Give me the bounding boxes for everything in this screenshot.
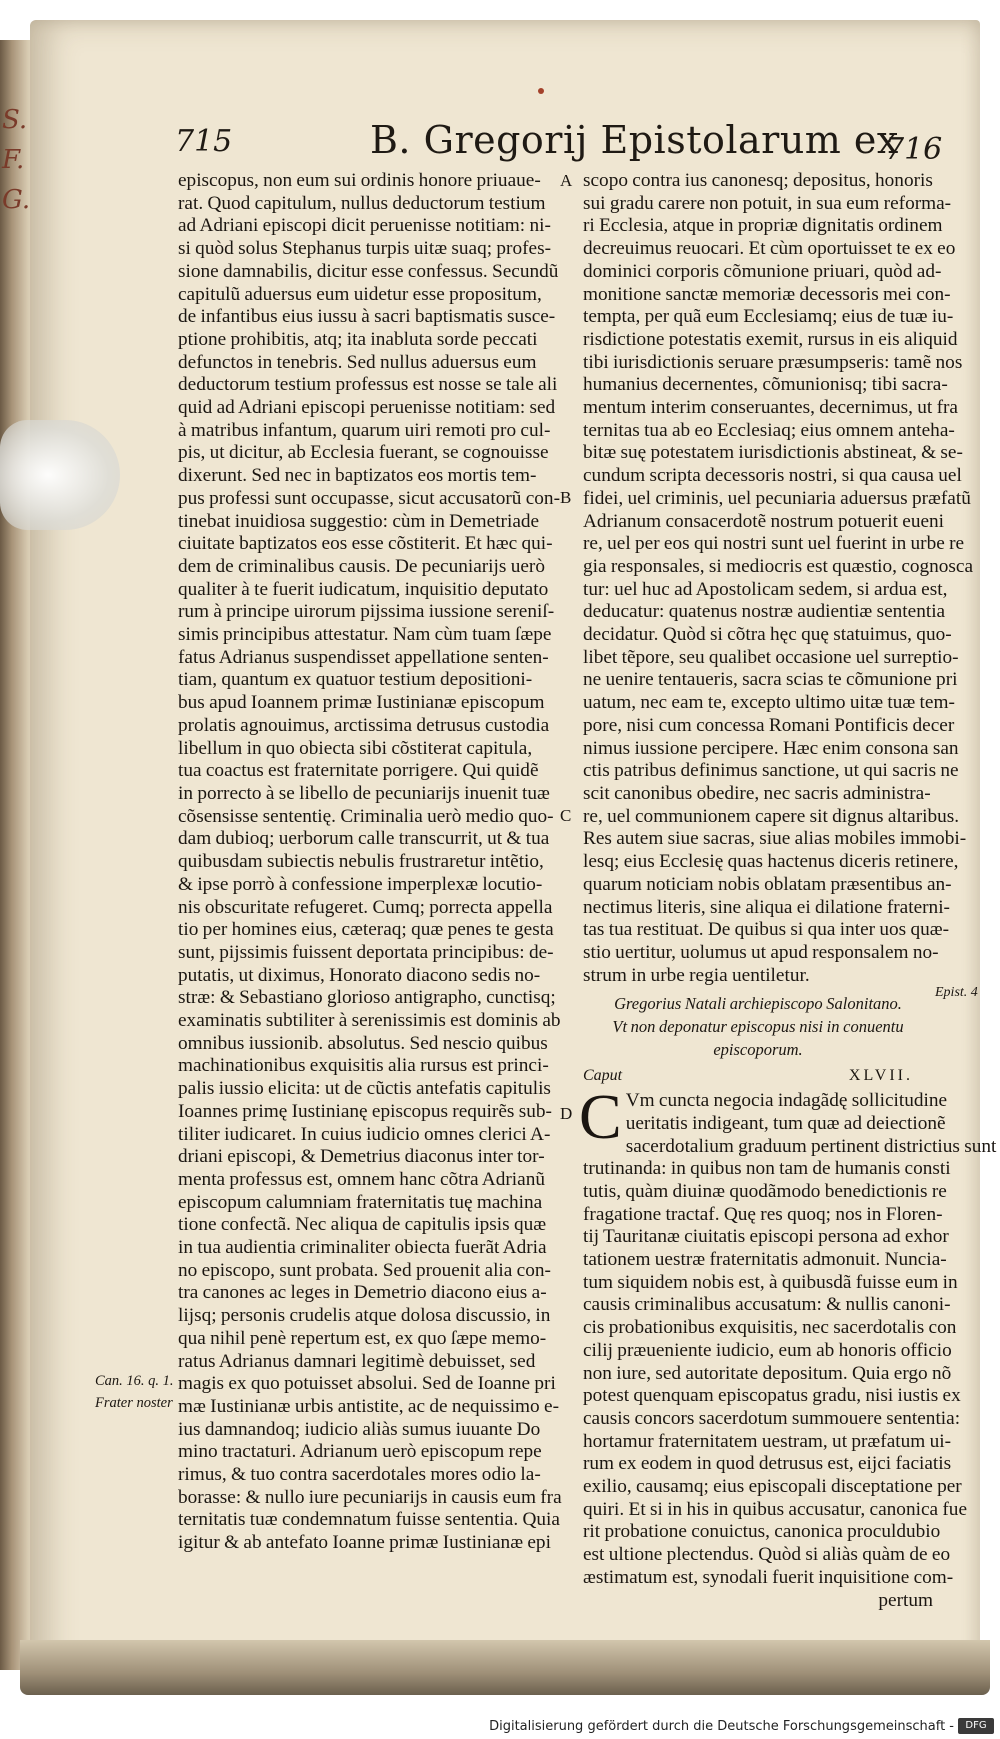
left-column-line: mæ Iustinianæ urbis antistite, ac de nequissimo e-	[178, 1395, 559, 1417]
right-column-line: pore, nisi cum concessa Romani Pontificis decer	[583, 714, 955, 736]
left-column-line: examinatis subtiliter à serenissimis est dominis ab	[178, 1010, 561, 1032]
left-column-line: tio per homines eius, cæteraq; quæ penes te gesta	[178, 919, 554, 941]
caput-text-line: rit probatione conuictus, canonica proculdubio	[583, 1521, 941, 1543]
right-column-line: lesq; eius Ecclesię quas hactenus diceris retinere,	[583, 851, 959, 873]
right-column-line: deducatur: quatenus nostræ audientiæ sententia	[583, 601, 946, 623]
right-column-line: bitæ suę potestatem iurisdictionis abstineat, & se-	[583, 442, 963, 464]
right-column-line: uatum, nec eam te, excepto ultimo uitæ tuæ tem-	[583, 692, 955, 714]
folio-right: 716	[885, 132, 943, 167]
right-column-line: humanius decernentes, cõmunionisq; tibi sacra-	[583, 374, 948, 396]
left-column-line: ratus Adrianus damnari legitimè debuisset, sed	[178, 1350, 536, 1372]
left-column-line: prolatis agnouimus, arctissima detrusus custodia	[178, 714, 550, 736]
caput-number: XLVII.	[848, 1067, 913, 1085]
left-column-line: dem de criminalibus causis. De pecuniarijs uerò	[178, 555, 545, 577]
left-column-line: rimus, & tuo contra sacerdotales mores odio la-	[178, 1464, 541, 1486]
left-column-line: menta professus est, omnem hanc cõtra Adrianũ	[178, 1168, 545, 1190]
marginal-canon-ref: Can. 16. q. 1.	[95, 1373, 174, 1389]
left-column-line: tinebat inuidiosa suggestio: cùm in Demetriade	[178, 510, 540, 532]
right-column-line: decreuimus reuocari. Et cùm oportuisset te ex eo	[583, 238, 956, 260]
section-marker-c: C	[560, 806, 572, 825]
left-column-line: tra canones ac leges in Demetrio diacono eius a-	[178, 1282, 547, 1304]
right-column-line: mentum interim conseruantes, decernimus, ut fra	[583, 397, 958, 419]
left-column-line: stræ: & Sebastiano glorioso antigrapho, cunctisq;	[178, 987, 556, 1009]
left-column-line: tiam, quantum ex quatuor testium depositioni-	[178, 669, 533, 691]
funding-notice: Digitalisierung gefördert durch die Deutsche Forschungsgemeinschaft -	[489, 1719, 954, 1734]
right-column-line: decidatur. Quòd si cõtra hęc quę statuimus, quo-	[583, 624, 952, 646]
caput-text-line: tum siquidem nobis est, à quibusdã fuisse eum in	[583, 1271, 958, 1293]
caput-text-line: cis probationibus exquisitis, nec sacerdotalis con	[583, 1317, 957, 1339]
left-column-line: qua nihil penè repertum est, ex quo ſæpe memo-	[178, 1327, 547, 1349]
left-column-line: rat. Quod capitulum, nullus deductorum testium	[178, 192, 546, 214]
right-column-line: stio uertitur, uolumus ut apud responsalem no-	[583, 941, 939, 963]
left-column-line: deductorum testium professus est nosse se tale ali	[178, 374, 558, 396]
left-column-line: ad Adriani episcopi dicit peruenisse notitiam: ni-	[178, 215, 551, 237]
left-column-line: pus professi sunt occupasse, sicut accusatorũ con-	[178, 487, 560, 509]
right-column-line: gia responsales, si mediocris est quæstio, cognosca	[583, 555, 974, 577]
left-column-line: cõsensisse sententię. Criminalia uerò medio quo-	[178, 805, 554, 827]
left-column-line: quibusdam subiectis nebulis frustraretur intẽtio,	[178, 851, 544, 873]
catchword: pertum	[878, 1589, 933, 1611]
left-column-line: in porrecto à se libello de pecuniarijs inuenit tuæ	[178, 782, 550, 804]
letter-summary: Vt non deponatur episcopus nisi in conuentu episcoporum.	[612, 1017, 904, 1059]
right-column-line: ctis patribus definimus sanctione, ut qui sacris ne	[583, 760, 959, 782]
left-column-line: de infantibus eius iussu à sacri baptismatis susce-	[178, 306, 556, 328]
section-marker-a: A	[560, 171, 573, 190]
right-column-line: re, uel communionem capere sit dignus altaribus.	[583, 805, 960, 827]
left-column-line: bus apud Ioannem primæ Iustinianæ episcopum	[178, 692, 545, 714]
left-column-line: ternitatis tuæ condemnatum fuisse sententia. Quia	[178, 1509, 560, 1531]
left-column-line: borasse: & nullo iure pecuniarijs in causis eum fra	[178, 1486, 562, 1508]
left-column-line: episcopus, non eum sui ordinis honore priuaue-	[178, 170, 541, 191]
folio-left: 715	[175, 124, 233, 159]
left-column-line: sione damnabilis, dicitur esse confessus. Secundũ	[178, 260, 559, 282]
caput-text-line: tutis, quàm diuinæ quodãmodo benedictionis re	[583, 1180, 947, 1202]
right-column-line: tur: uel huc ad Apostolicam sedem, si ardua est,	[583, 578, 948, 600]
right-column-line: ternitas tua ab eo Ecclesiaq; eius omnem anteha-	[583, 419, 955, 441]
right-column-line: ne uenire tentaueris, sacra scias te cõmunione pri	[583, 669, 958, 691]
left-column-line: dixerunt. Sed nec in baptizatos eos mortis tem-	[178, 465, 537, 487]
marginal-note-left	[95, 1370, 174, 1414]
new-letter-body	[583, 1090, 997, 1589]
left-column-line: capitulũ aduersus eum uidetur esse propositum,	[178, 283, 542, 305]
left-column-line: qualiter à te fuerit iudicatum, inquisitio deputato	[178, 578, 549, 600]
section-marker-b: B	[560, 488, 572, 507]
caput-text-line: tationem uestræ fraternitatis admonuit. Nuncia-	[583, 1249, 947, 1271]
left-column-line: libellum in quo obiecta sibi cõstiterat capitula,	[178, 737, 533, 759]
ink-spot	[538, 88, 544, 94]
right-column-line: tempta, per quã eum Ecclesiamq; eius de tuæ iu-	[583, 306, 954, 328]
left-column-line: ius damnandoq; iudicio aliàs sumus iuuante Do	[178, 1418, 541, 1440]
right-column-line: tas tua restituat. De quibus si qua inter uos quæ-	[583, 919, 950, 941]
left-column-line: dam dubioq; uerborum calle transcurrit, ut & tua	[178, 828, 550, 850]
right-column-line: strum in urbe regia uentiletur.	[583, 964, 810, 986]
right-column-line: ri Ecclesia, atque in propriæ dignitatis ordinem	[583, 215, 943, 237]
left-column-line: magis ex quo potuisset absolui. Sed de Ioanne pri	[178, 1373, 556, 1395]
right-column-line: tibi iurisdictionis seruare præsumpseris: tamẽ nos	[583, 351, 963, 373]
caput-text-line: fragatione tractaf. Quę res quoq; nos in Floren-	[583, 1203, 943, 1225]
left-column-line: fatus Adrianus suspendisset appellatione senten-	[178, 646, 549, 668]
caput-text-line: æstimatum est, synodali fuerit inquisitione com-	[583, 1566, 954, 1588]
left-column-line: machinationibus exquisitis alia rursus est princi-	[178, 1055, 549, 1077]
caput-text-line: non iure, sed autoritate depositum. Quia ergo nõ	[583, 1362, 952, 1384]
caput-text-line: Vm cuncta negocia indagãdę sollicitudine	[625, 1090, 948, 1112]
left-column-line: & ipse porrò à confessione imperplexæ locutio-	[178, 873, 543, 895]
right-column-line: nimus iussione percipere. Hæc enim consona san	[583, 737, 959, 759]
right-column-line: scit canonibus obedire, nec sacris administra-	[583, 782, 931, 804]
caput-text-line: trutinanda: in quibus non tam de humanis consti	[583, 1158, 951, 1180]
caput-text-line: quiri. Et si in his in quibus accusatur, canonica fue	[583, 1498, 968, 1520]
left-column-line: simis principibus attestatur. Nam cùm tuam ſæpe	[178, 624, 552, 646]
caput-text-line: potest quenquam episcopatus gradu, nisi iustis ex	[583, 1385, 961, 1407]
right-column-line: scopo contra ius canonesq; depositus, honoris	[583, 170, 933, 191]
caput-text-line: hortamur fraternitatem uestram, ut præfatum ui-	[583, 1430, 952, 1452]
right-column-line: libet tẽpore, seu qualibet occasione uel surreptio-	[583, 646, 959, 668]
left-column-line: tiliter iudicaret. In cuius iudicio omnes clerici A-	[178, 1123, 551, 1145]
left-column-line: lijsq; personis crudelis atque dolosa discussio, in	[178, 1305, 551, 1327]
section-marker-d: D	[560, 1104, 573, 1123]
page-header	[0, 118, 1000, 168]
left-column-line: driani episcopi, & Demetrius diaconus inter tor-	[178, 1146, 545, 1168]
left-column-line: tua coactus est fraternitate porrigere. Qui quidẽ	[178, 760, 539, 782]
left-text-column	[178, 170, 562, 1555]
right-column-line: cundum scripta decessoris nostri, si qua causa uel	[583, 465, 962, 487]
caput-text-line: ueritatis indigeant, tum quæ ad deiectionẽ	[625, 1112, 946, 1134]
right-column-line: sui gradu carere non potuit, in sua eum reforma-	[583, 192, 952, 214]
right-column-line: Res autem siue sacras, siue alias mobiles immobi-	[583, 828, 967, 850]
footer-bar	[0, 1715, 1000, 1739]
right-column-line: nectimus literis, sine aliqua ei dilatione fraterni-	[583, 896, 950, 918]
right-column-line: dominici corporis cõmunione priuari, quòd ad-	[583, 260, 942, 282]
letter-address: Gregorius Natali archiepiscopo Salonitano.	[614, 994, 902, 1014]
caput-text-line: tij Tauritanæ ciuitatis episcopi persona ad exhor	[583, 1226, 949, 1248]
caput-text-line: sacerdotalium graduum pertinent districtius sunt	[625, 1135, 997, 1157]
left-column-line: Ioannes primę Iustinianę episcopus requirẽs sub-	[178, 1100, 552, 1122]
right-column-line: re, uel per eos qui nostri sunt uel fuerint in urbe re	[583, 533, 965, 555]
left-column-line: quid ad Adriani episcopi peruenisse notitiam: sed	[178, 397, 556, 419]
left-column-line: defunctos in tenebris. Sed nullus aduersus eum	[178, 351, 537, 373]
letter-conclusion	[583, 170, 974, 987]
left-column-line: ciuitate baptizatos eos esse cõstiterit. Et hæc qui-	[178, 533, 553, 555]
caput-text-line: causis concors sacerdotum summouere sententia:	[583, 1407, 961, 1429]
caput-text-line: cilij præueniente iudicio, eum ab honoris officio	[583, 1339, 952, 1361]
left-column-line: episcopum calumniam fraternitatis tuę machina	[178, 1191, 543, 1213]
dfg-logo: DFG	[958, 1718, 994, 1734]
left-column-line: putatis, ut diximus, Honorato diacono sedis no-	[178, 964, 541, 986]
caput-text-line: est ultione plectendus. Quòd si aliàs quàm de eo	[583, 1544, 951, 1566]
new-letter	[579, 1081, 997, 1589]
left-column-line: sunt, pijssimis fuissent deportata principibus: de-	[178, 941, 554, 963]
left-column-line: tione confectã. Nec aliqua de capitulis ipsis quæ	[178, 1214, 547, 1236]
left-column-line: igitur & ab antefato Ioanne primæ Iustinianæ epi	[178, 1532, 551, 1554]
edge-marks: S. F. G.	[2, 105, 31, 215]
caput-text-line: causis criminalibus accusatum: & nullis canoni-	[583, 1294, 951, 1316]
caput-text-line: rum ex eodem in quod detrusus est, eijci faciatis	[583, 1453, 952, 1475]
left-column-line: nis obscuritate refugeret. Cumq; porrecta appella	[178, 896, 553, 918]
marginal-incipit: Frater noster	[95, 1395, 173, 1411]
left-column-line: omnibus iussionib. absolutus. Sed nescio quibus	[178, 1032, 548, 1054]
caput-text-line: exilio, causamq; eius episcopali disceptatione per	[583, 1476, 962, 1498]
right-column-line: fidei, uel criminis, uel pecuniaria aduersus præfatũ	[583, 487, 971, 509]
left-column-line: in tua audientia criminaliter obiecta fuerãt Adria	[178, 1237, 547, 1259]
running-head: B. Gregorij Epistolarum ex	[370, 118, 899, 162]
caput-heading	[583, 1065, 933, 1088]
right-column-line: risdictione potestatis exemit, rursus in eis aliquid	[583, 328, 958, 350]
page-clip	[0, 420, 120, 530]
page-stack-bottom	[20, 1640, 990, 1695]
right-column-line: quarum noticiam nobis oblatam præsentibus an-	[583, 873, 952, 895]
marginal-note-right: Epist. 4	[935, 985, 978, 1000]
left-column-line: si quòd solus Stephanus turpis uitæ suaq; profes-	[178, 238, 552, 260]
left-column-line: palis iussio elicita: ut de cũctis antefatis capitulis	[178, 1078, 551, 1100]
right-column-line: Adrianum consacerdotẽ nostrum potuerit eueni	[583, 510, 945, 532]
right-column-line: monitione sanctæ memoriæ decessoris mei con-	[583, 283, 951, 305]
left-column-line: rum à principe uirorum pijssima iussione sereniſ-	[178, 601, 555, 623]
left-column-line: à matribus infantum, quarum uiri remoti pro cul-	[178, 419, 551, 441]
left-column-line: mino tractaturi. Adrianum uerò episcopum repe	[178, 1441, 542, 1463]
left-column-line: no episcopo, sunt probata. Sed prouenit alia con-	[178, 1259, 551, 1281]
drop-capital: C	[579, 1081, 622, 1153]
left-column-line: pis, ut dicitur, ab Ecclesia fuerant, se cognouisse	[178, 442, 549, 464]
left-column-line: ptione prohibitis, atq; ita inabluta sorde peccati	[178, 328, 538, 350]
caput-label: Caput	[583, 1067, 623, 1085]
